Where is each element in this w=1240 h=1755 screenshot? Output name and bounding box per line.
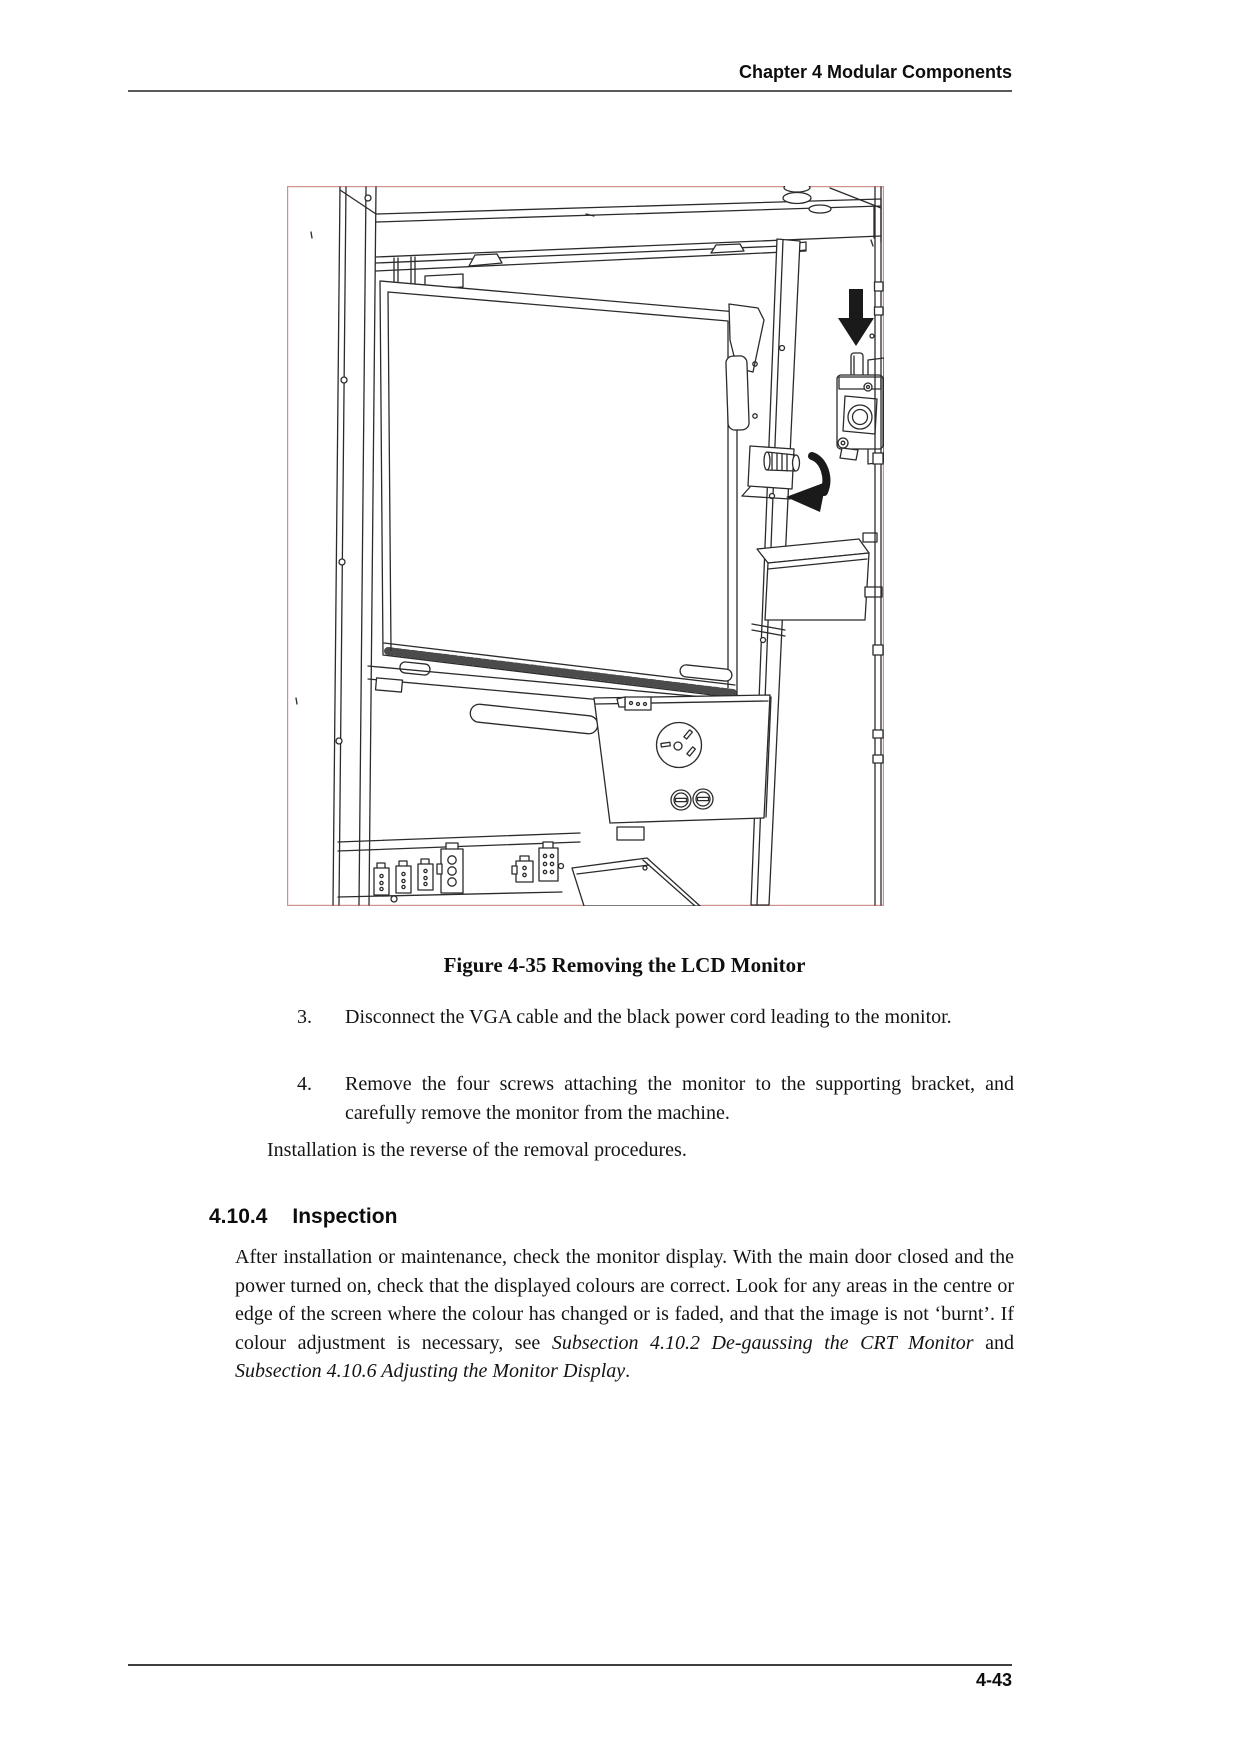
inspection-paragraph [235,1243,1014,1386]
footer-rule [128,1664,1012,1666]
procedure-step-4 [297,1070,1014,1128]
figure-lcd-monitor-removal [287,186,884,906]
three-pin-connector [625,697,651,710]
step-text: Disconnect the VGA cable and the black power cord leading to the monitor. [345,1006,952,1028]
paragraph-terminator: . [625,1360,631,1382]
paragraph-text: After installation or maintenance, check the monitor display. With the main door closed and the power turned on, check that the displayed colours are correct. Look for any areas in the centre or edge of the screen where the colour has changed or is faded, and that the image is not ‘burnt’. If colour adjustment is necessary, see [235,1246,1014,1354]
page-header-chapter-title: Chapter 4 Modular Components [738,62,1012,82]
lcd-monitor-panel [380,281,764,698]
figure-caption: Figure 4-35 Removing the LCD Monitor [443,953,806,977]
power-socket-panel [594,695,771,840]
section-number: 4.10.4 [209,1205,268,1228]
step-text: Remove the four screws attaching the monitor to the supporting bracket, and carefully remove the monitor from the machine. [345,1073,1014,1124]
header-rule [128,90,1012,92]
section-heading [209,1205,397,1229]
step-number: 4. [297,1073,312,1095]
installation-note: Installation is the reverse of the removal procedures. [267,1139,687,1161]
twist-lock-socket [657,723,702,768]
subsection-reference-2: Subsection 4.10.6 Adjusting the Monitor Display [235,1360,626,1382]
mounting-plate [726,356,750,431]
page-number: 4-43 [975,1670,1012,1690]
subsection-reference-1: Subsection 4.10.2 De-gaussing the CRT Monitor [551,1331,974,1354]
section-title: Inspection [292,1205,398,1228]
figure-drawing [287,186,884,906]
procedure-step-3 [297,1003,1014,1032]
paragraph-joiner: and [973,1331,1014,1354]
step-number: 3. [297,1006,312,1028]
